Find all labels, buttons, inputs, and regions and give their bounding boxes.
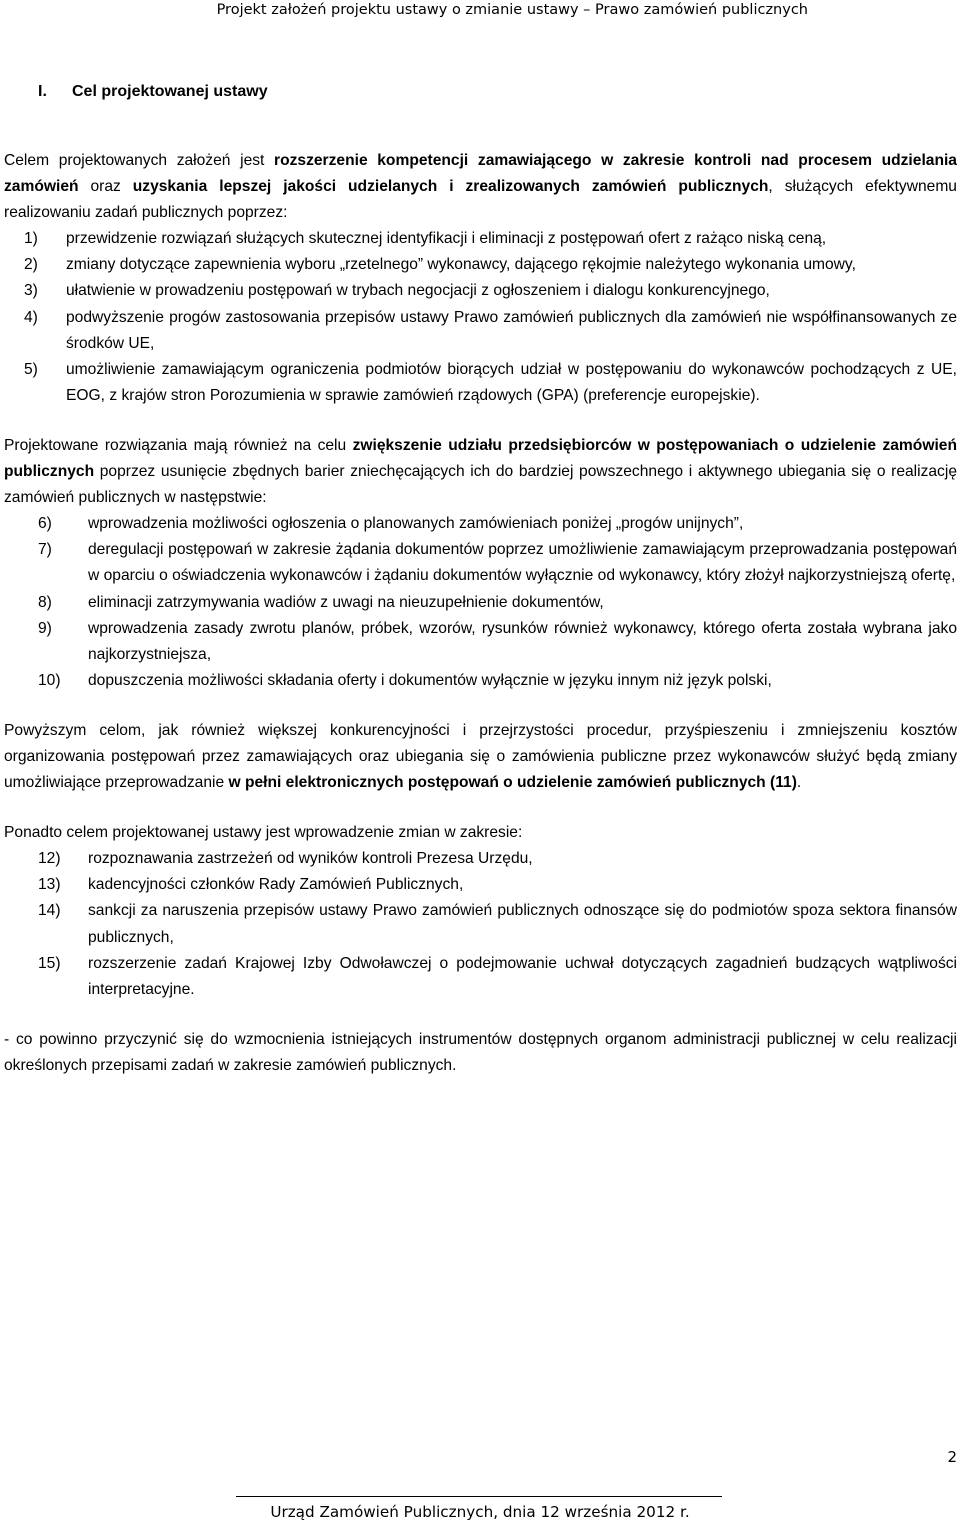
item-text: kadencyjności członków Rady Zamówień Publicznych, bbox=[88, 876, 464, 894]
text-run: . bbox=[796, 774, 802, 792]
running-header bbox=[0, 2, 960, 18]
list-item bbox=[4, 226, 957, 252]
list-item bbox=[4, 846, 957, 872]
list-item bbox=[4, 616, 957, 668]
paragraph-goals bbox=[4, 148, 957, 226]
item-number: 4) bbox=[24, 308, 38, 326]
item-number: 1) bbox=[24, 230, 38, 248]
item-text: podwyższenie progów zastosowania przepisów ustawy Prawo zamówień publicznych dla zamówień nie współfinansowanych ze środków UE, bbox=[66, 308, 957, 352]
bold-run: uzyskania lepszej jakości udzielanych i zrealizowanych zamówień publicznych bbox=[132, 178, 769, 196]
item-number: 13) bbox=[38, 876, 61, 894]
item-number: 15) bbox=[38, 954, 61, 972]
item-number: 5) bbox=[24, 360, 38, 378]
list-item bbox=[4, 590, 957, 616]
list-item bbox=[4, 951, 957, 1003]
item-text: wprowadzenia zasady zwrotu planów, próbek, wzorów, rysunków również wykonawcy, którego oferta została wybrana jako najkorzystniejsza, bbox=[88, 619, 957, 663]
paragraph-conclusion bbox=[4, 1027, 957, 1079]
text-run: - co powinno przyczynić się do wzmocnienia istniejących instrumentów dostępnych organom administracji publicznej w celu realizacji określonych przepisami zadań w zakresie zamówień publicznych. bbox=[4, 1030, 957, 1074]
text-run: Projektowane rozwiązania mają również na celu bbox=[4, 436, 353, 454]
list-item bbox=[4, 898, 957, 950]
text-run: poprzez usunięcie zbędnych barier zniechęcających ich do bardziej powszechnego i aktywnego ubiegania się o realizację zamówień publicznych w następstwie: bbox=[4, 463, 957, 507]
page-number: 2 bbox=[947, 1448, 957, 1466]
goals-list bbox=[4, 226, 957, 409]
list-item bbox=[4, 278, 957, 304]
item-number: 2) bbox=[24, 256, 38, 274]
item-text: przewidzenie rozwiązań służących skutecznej identyfikacji i eliminacji z postępowań ofert z rażąco niską ceną, bbox=[66, 230, 827, 248]
item-number: 10) bbox=[38, 671, 61, 689]
list-item bbox=[4, 252, 957, 278]
item-text: sankcji za naruszenia przepisów ustawy Prawo zamówień publicznych odnoszące się do podmiotów spoza sektora finansów publicznych, bbox=[88, 902, 957, 946]
paragraph-electronic bbox=[4, 718, 957, 796]
item-text: wprowadzenia możliwości ogłoszenia o planowanych zamówieniach poniżej „progów unijnych”, bbox=[88, 515, 744, 533]
item-text: ułatwienie w prowadzeniu postępowań w trybach negocjacji z ogłoszeniem i dialogu konkurencyjnego, bbox=[66, 282, 770, 300]
text-run: Powyższym celom, jak również większej konkurencyjności i przejrzystości procedur, przyśpieszeniu i zmniejszeniu kosztów organizowania postępowań przez zamawiających oraz ubiegania się o zamówienia publiczne przez wykonawców służyć będą zmiany umożliwiające przeprowadzanie bbox=[4, 721, 957, 792]
text-run: Ponadto celem projektowanej ustawy jest wprowadzenie zmian w zakresie: bbox=[4, 824, 523, 842]
item-text: rozpoznawania zastrzeżeń od wyników kontroli Prezesa Urzędu, bbox=[88, 850, 533, 868]
item-number: 8) bbox=[38, 593, 52, 611]
item-text: rozszerzenie zadań Krajowej Izby Odwoławczej o podejmowanie uchwał dotyczących zagadnień budzących wątpliwości interpretacyjne. bbox=[88, 954, 957, 998]
item-number: 6) bbox=[38, 515, 52, 533]
text-run: oraz bbox=[78, 178, 133, 196]
bold-run: w pełni elektronicznych postępowań o udzielenie zamówień publicznych (11) bbox=[228, 774, 797, 792]
list-item bbox=[4, 537, 957, 589]
item-text: umożliwienie zamawiającym ograniczenia podmiotów biorących udział w postępowaniu do wykonawców pochodzących z UE, EOG, z krajów stron Porozumienia w sprawie zamówień rządowych (GPA) (preferencje europejskie). bbox=[66, 360, 957, 404]
item-text: eliminacji zatrzymywania wadiów z uwagi na nieuzupełnienie dokumentów, bbox=[88, 593, 604, 611]
item-number: 9) bbox=[38, 619, 52, 637]
bold-run: zwiększenie udziału przedsiębiorców w postępowaniach o udzielenie zamówień publicznych bbox=[4, 436, 957, 481]
footer-text: Urząd Zamówień Publicznych, dnia 12 września 2012 r. bbox=[270, 1503, 690, 1521]
paragraph-participation bbox=[4, 433, 957, 511]
changes-list bbox=[4, 846, 957, 1003]
item-text: deregulacji postępowań w zakresie żądania dokumentów poprzez umożliwienie zamawiającym przeprowadzania postępowań w oparciu o oświadczenia wykonawców i żądaniu dokumentów wyłącznie od wykonawcy, który złożył najkorzystniejszą ofertę, bbox=[88, 541, 957, 585]
header-title: Projekt założeń projektu ustawy o zmianie ustawy – Prawo zamówień publicznych bbox=[216, 2, 808, 18]
item-number: 7) bbox=[38, 541, 52, 559]
paragraph-additional bbox=[4, 820, 957, 846]
measures-list bbox=[4, 511, 957, 694]
list-item bbox=[4, 872, 957, 898]
section-heading bbox=[38, 80, 957, 104]
list-item bbox=[4, 668, 957, 694]
text-run: Celem projektowanych założeń jest bbox=[4, 152, 275, 169]
item-text: zmiany dotyczące zapewnienia wyboru „rzetelnego” wykonawcy, dającego rękojmie należytego wykonania umowy, bbox=[66, 256, 856, 274]
section-title: Cel projektowanej ustawy bbox=[72, 83, 268, 100]
item-number: 3) bbox=[24, 282, 38, 300]
item-number: 14) bbox=[38, 902, 61, 920]
section-number: I. bbox=[38, 83, 47, 100]
text-run: , służących efektywnemu realizowaniu zadań publicznych poprzez: bbox=[4, 178, 957, 222]
item-text: dopuszczenia możliwości składania oferty i dokumentów wyłącznie w języku innym niż język polski, bbox=[88, 671, 772, 689]
document-body bbox=[4, 80, 957, 1079]
bold-run: rozszerzenie kompetencji zamawiającego w zakresie kontroli nad procesem udzielania zamówień bbox=[4, 152, 957, 196]
list-item bbox=[4, 511, 957, 537]
item-number: 12) bbox=[38, 850, 61, 868]
list-item bbox=[4, 357, 957, 409]
list-item bbox=[4, 305, 957, 357]
footer-divider bbox=[236, 1496, 722, 1497]
